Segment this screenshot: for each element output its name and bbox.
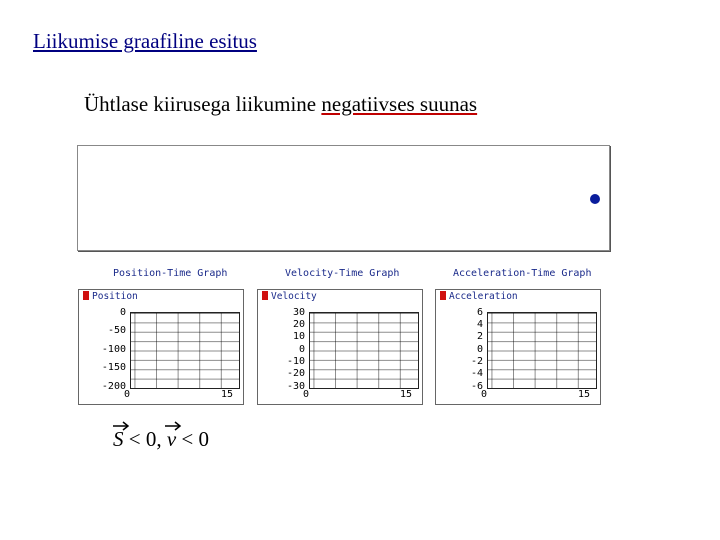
moving-ball (590, 194, 600, 204)
position-graph (78, 289, 244, 405)
position-condition: < 0, (123, 427, 167, 451)
acceleration-x-tick: 15 (578, 389, 591, 400)
velocity-y-tick: 20 (292, 319, 305, 330)
position-y-tick: -50 (107, 325, 126, 336)
velocity-condition: < 0 (176, 427, 210, 451)
velocity-y-tick: -10 (286, 356, 305, 367)
velocity-legend-swatch (262, 291, 268, 300)
page-title: Liikumise graafiline esitus (33, 29, 257, 53)
velocity-graph-title: Velocity-Time Graph (285, 268, 400, 279)
position-symbol: S (113, 427, 124, 451)
velocity-x-tick: 0 (303, 389, 310, 400)
subtitle-text: Ühtlase kiirusega liikumine (84, 92, 322, 116)
position-legend (83, 291, 138, 302)
motion-animation-area (77, 145, 610, 251)
velocity-legend-label: Velocity (271, 291, 317, 302)
velocity-graph (257, 289, 423, 405)
acceleration-legend-label: Acceleration (449, 291, 518, 302)
acceleration-x-tick: 0 (481, 389, 488, 400)
acceleration-y-tick: 6 (476, 307, 483, 318)
velocity-symbol: v (166, 427, 177, 451)
velocity-legend (262, 291, 317, 302)
position-y-tick: 0 (119, 307, 126, 318)
position-x-tick: 15 (221, 389, 234, 400)
position-vector (113, 427, 124, 452)
acceleration-y-tick: 0 (476, 344, 483, 355)
acceleration-y-tick: 2 (476, 331, 483, 342)
velocity-y-tick: 10 (292, 331, 305, 342)
velocity-y-tick: -30 (286, 381, 305, 392)
subtitle-underlined-text: negatiivses suunas (321, 92, 478, 116)
acceleration-y-tick: -4 (470, 368, 483, 379)
acceleration-plot-area (487, 312, 597, 389)
position-plot-area (130, 312, 240, 389)
motion-condition-formula (113, 427, 209, 452)
position-y-tick: -150 (101, 362, 126, 373)
position-x-tick: 0 (124, 389, 131, 400)
acceleration-y-tick: 4 (476, 319, 483, 330)
acceleration-legend-swatch (440, 291, 446, 300)
acceleration-graph (435, 289, 601, 405)
position-y-tick: -100 (101, 344, 126, 355)
acceleration-graph-title: Acceleration-Time Graph (453, 268, 592, 279)
position-graph-title: Position-Time Graph (113, 268, 228, 279)
velocity-y-tick: -20 (286, 368, 305, 379)
vector-arrow-icon (164, 421, 182, 431)
acceleration-y-tick: -6 (470, 381, 483, 392)
vector-arrow-icon (112, 421, 130, 431)
velocity-plot-area (309, 312, 419, 389)
position-legend-swatch (83, 291, 89, 300)
acceleration-y-tick: -2 (470, 356, 483, 367)
position-legend-label: Position (92, 291, 138, 302)
velocity-vector (167, 427, 176, 452)
position-y-tick: -200 (101, 381, 126, 392)
velocity-y-tick: 0 (298, 344, 305, 355)
velocity-y-tick: 30 (292, 307, 305, 318)
page-subtitle (84, 92, 477, 117)
acceleration-legend (440, 291, 518, 302)
velocity-x-tick: 15 (400, 389, 413, 400)
